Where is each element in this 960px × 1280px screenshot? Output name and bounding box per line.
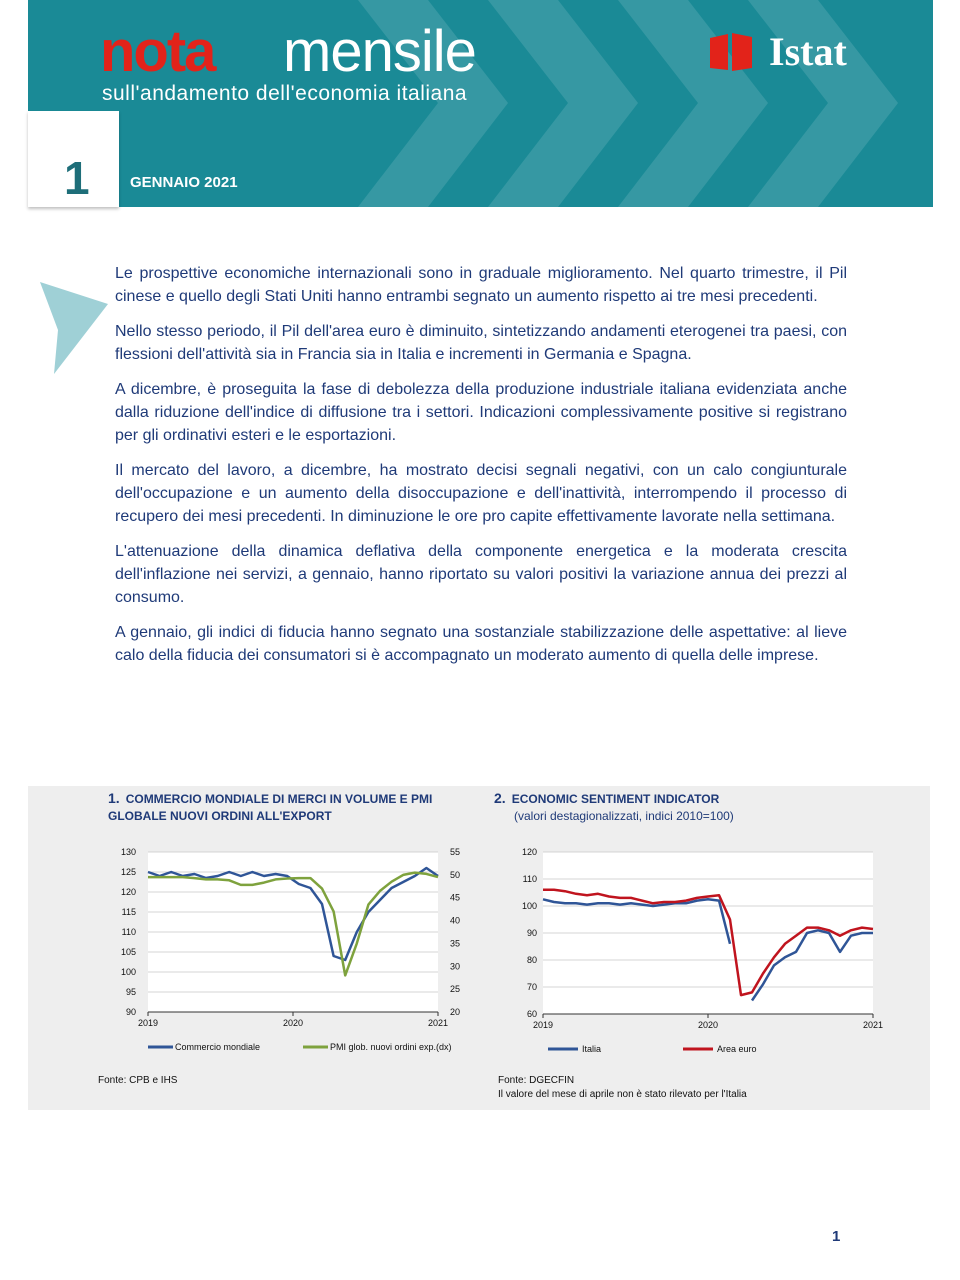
istat-logo	[708, 28, 847, 75]
summary-text	[115, 262, 847, 679]
paragraph: A dicembre, è proseguita la fase di debolezza della produzione industriale italiana evidenziata anche dalla riduzione dell'indice di diffusione tra i settori. Indicazioni complessivamente positive si registrano per gli ordinativi esteri e le esportazioni.	[115, 381, 847, 444]
chart1-y-left-tick: 120	[120, 887, 136, 897]
chart1-y-left-tick: 110	[121, 927, 136, 937]
chart1-y-right-tick: 20	[450, 1007, 461, 1017]
issue-date: GENNAIO 2021	[130, 174, 238, 191]
chart2-y-tick: 60	[526, 1009, 537, 1019]
chart2-title: ECONOMIC SENTIMENT INDICATOR	[511, 792, 720, 806]
chart2-title-block	[494, 790, 854, 825]
chart2-number: 2.	[494, 790, 506, 806]
chart2-y-tick: 70	[526, 982, 537, 992]
issue-number-box	[28, 111, 119, 207]
chart1-legend-label: Commercio mondiale	[175, 1042, 261, 1052]
charts-panel	[28, 786, 930, 1110]
chart1-source: Fonte: CPB e IHS	[98, 1075, 178, 1086]
chart2-y-tick: 100	[521, 901, 537, 911]
chart1-y-left-tick: 115	[121, 907, 136, 917]
paragraph: L'attenuazione della dinamica deflativa della componente energetica e la moderata crescita dell'inflazione nei servizi, a gennaio, hanno riportato su valori positivi la variazione annua dei prezzi al consumo.	[115, 543, 847, 606]
chart1-svg	[78, 842, 518, 1072]
chart2-source: Fonte: DGECFIN	[498, 1075, 575, 1086]
logo-text: Istat	[769, 29, 847, 74]
chart1-y-left-tick: 105	[120, 947, 136, 957]
chart2-y-tick: 120	[521, 847, 537, 857]
chart1-title-block	[108, 790, 458, 825]
page-number: 1	[832, 1228, 841, 1245]
chart2-x-tick: 2019	[532, 1020, 554, 1030]
chart2-y-tick: 110	[522, 874, 537, 884]
chart2-x-tick: 2020	[697, 1020, 719, 1030]
chart1-x-tick: 2021	[427, 1018, 449, 1028]
istat-logo-mark-icon	[708, 32, 763, 72]
chart1-y-left-tick: 125	[120, 867, 136, 877]
paragraph: A gennaio, gli indici di fiducia hanno segnato una sostanziale stabilizzazione delle aspettative: al lieve calo della fiducia dei consumatori si è accompagnato un moderato aumento di quella delle imprese.	[115, 624, 847, 664]
chart2-y-tick: 80	[526, 955, 537, 965]
chart2-subtitle: (valori destagionalizzati, indici 2010=100)	[514, 809, 734, 823]
chart1-legend-label: PMI glob. nuovi ordini exp.(dx)	[330, 1042, 452, 1052]
chart1-y-left-tick: 95	[125, 987, 136, 997]
subtitle: sull'andamento dell'economia italiana	[102, 82, 468, 105]
chart1-y-right-tick: 50	[450, 869, 461, 880]
paragraph: Le prospettive economiche internazionali sono in graduale miglioramento. Nel quarto trimestre, il Pil cinese e quello degli Stati Uniti hanno entrambi segnato un aumento rispetto ai tre mesi precedenti.	[115, 265, 847, 305]
chart1-y-right-tick: 30	[450, 961, 461, 972]
chart1-y-right-tick: 35	[450, 938, 461, 949]
chart2-legend-label: Italia	[582, 1044, 602, 1054]
chart1-y-right-tick: 45	[450, 892, 461, 903]
chart1-x-tick: 2019	[137, 1018, 159, 1028]
issue-number: 1	[64, 152, 90, 204]
chart2-legend-label: Area euro	[717, 1044, 757, 1054]
paragraph: Nello stesso periodo, il Pil dell'area euro è diminuito, sintetizzando andamenti eterogenei tra paesi, con flessioni dell'attività sia in Francia sia in Italia e incrementi in Germania e Spagna.	[115, 323, 847, 363]
chart1-x-tick: 2020	[282, 1018, 304, 1028]
chart2-x-tick: 2021	[862, 1020, 884, 1030]
chart2-note: Il valore del mese di aprile non è stato rilevato per l'Italia	[498, 1089, 747, 1100]
chart1-title: COMMERCIO MONDIALE DI MERCI IN VOLUME E PMI GLOBALE NUOVI ORDINI ALL'EXPORT	[108, 792, 433, 823]
chart2-svg	[488, 842, 888, 1072]
chart1-y-right-tick: 40	[450, 915, 461, 926]
paragraph: Il mercato del lavoro, a dicembre, ha mostrato decisi segnali negativi, con un calo congiunturale dell'occupazione e un aumento della disoccupazione e dell'inattività, interrompendo il processo di recupero dei mesi precedenti. In diminuzione le ore pro capite effettivamente lavorate nella settimana.	[115, 462, 847, 525]
chart1-number: 1.	[108, 790, 120, 806]
chart1-y-left-tick: 130	[120, 847, 136, 857]
chart1-y-left-tick: 100	[120, 967, 136, 977]
arrow-decoration-icon	[40, 282, 110, 377]
title-nota: nota	[100, 19, 215, 84]
chart1-y-right-tick: 25	[450, 984, 461, 995]
chart1-y-right-tick: 55	[450, 847, 461, 857]
chart1-y-left-tick: 90	[125, 1007, 136, 1017]
chart2-y-tick: 90	[526, 928, 537, 938]
title-mensile: mensile	[283, 19, 476, 84]
